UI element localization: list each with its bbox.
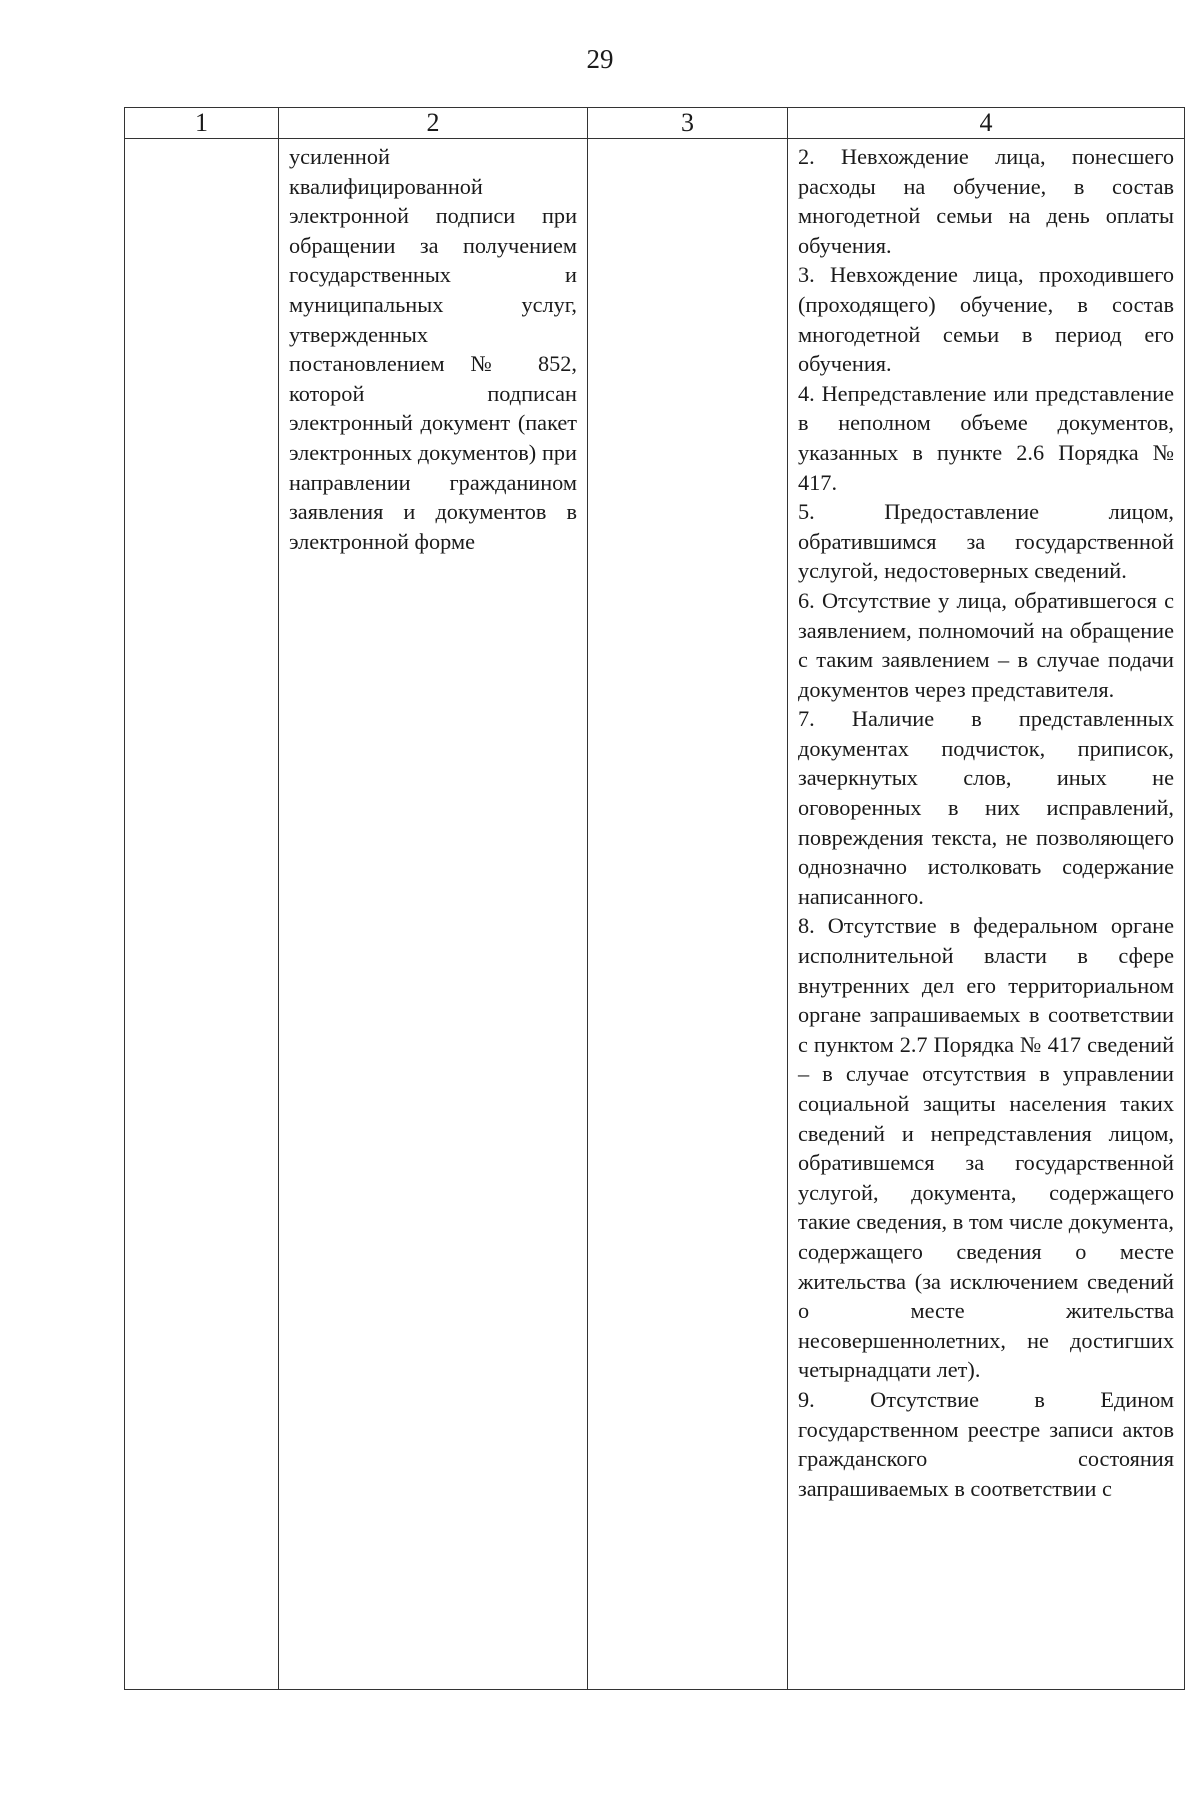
col-4-item-4: 4. Непредставление или представление в неполном объеме документов, указанных в пункте 2.6 Порядка № 417. — [798, 380, 1174, 495]
column-header-1: 1 — [125, 108, 279, 139]
column-header-2: 2 — [279, 108, 588, 139]
col-2-text: усиленной квалифицированной электронной подписи при обращении за получением государственных и муниципальных услуг, утвержденных постановлением № 852, которой подписан электронный документ (пакет электронных документов) при направлении гражданином заявления и документов в электронной форме — [289, 144, 577, 554]
col-4-item-6: 6. Отсутствие у лица, обратившегося с заявлением, полномочий на обращение с таким заявлением – в случае подачи документов через представителя. — [798, 587, 1174, 702]
table-header-row — [125, 108, 1185, 139]
col-4-item-8: 8. Отсутствие в федеральном органе исполнительной власти в сфере внутренних дел его территориальном органе запрашиваемых в соответствии с пунктом 2.7 Порядка № 417 сведений – в случае отсутствия в управлении социальной защиты населения таких сведений и непредставления лицом, обратившемся за государственной услугой, документа, содержащего такие сведения, в том числе документа, содержащего сведения о месте жительства (за исключением сведений о месте жительства несовершеннолетних, не достигших четырнадцати лет). — [798, 913, 1174, 1383]
page-number: 29 — [586, 44, 614, 74]
col-4-item-5: 5. Предоставление лицом, обратившимся за государственной услугой, недостоверных сведений. — [798, 499, 1174, 584]
document-table — [124, 107, 1185, 1690]
cell-col-3 — [588, 139, 788, 1690]
cell-col-2 — [279, 139, 588, 1690]
column-header-3: 3 — [588, 108, 788, 139]
col-4-item-3: 3. Невхождение лица, проходившего (проходящего) обучение, в состав многодетной семьи в период его обучения. — [798, 262, 1174, 377]
table-row — [125, 139, 1185, 1690]
col-4-item-2: 2. Невхождение лица, понесшего расходы на обучение, в состав многодетной семьи на день оплаты обучения. — [798, 144, 1174, 258]
column-header-4: 4 — [788, 108, 1185, 139]
cell-col-4 — [788, 139, 1185, 1690]
col-4-item-7: 7. Наличие в представленных документах подчисток, приписок, зачеркнутых слов, иных не оговоренных в них исправлений, повреждения текста, не позволяющего однозначно истолковать содержание написанного. — [798, 706, 1174, 909]
cell-col-1 — [125, 139, 279, 1690]
col-4-item-9: 9. Отсутствие в Едином государственном реестре записи актов гражданского состояния запрашиваемых в соответствии с — [798, 1386, 1174, 1501]
